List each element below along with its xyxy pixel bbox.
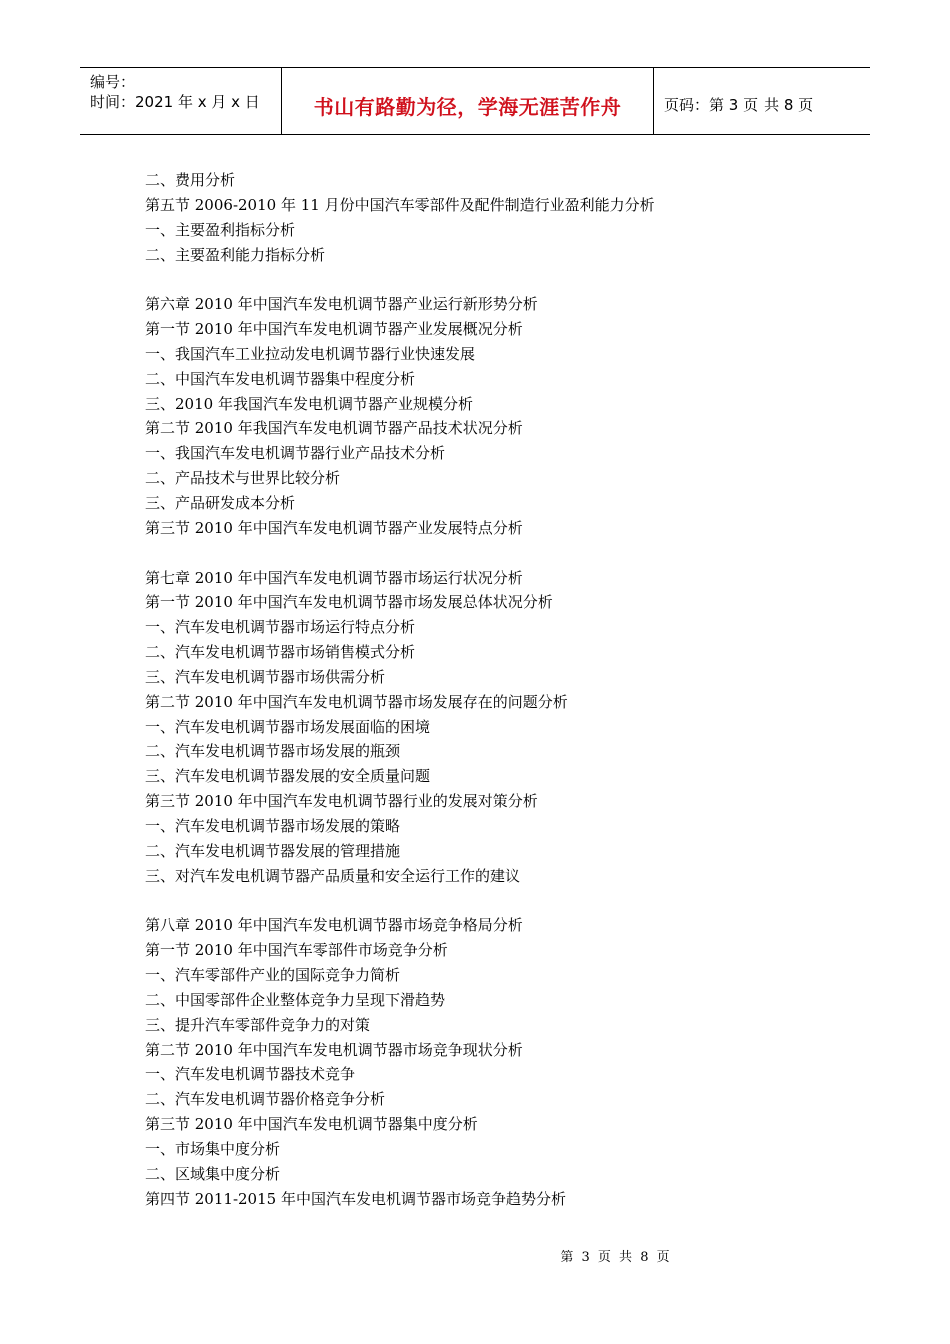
toc-entry: 二、汽车发电机调节器价格竞争分析 [145, 1090, 386, 1109]
toc-entry: 第三节 2010 年中国汽车发电机调节器行业的发展对策分析 [145, 792, 538, 811]
toc-entry: 三、产品研发成本分析 [145, 493, 296, 512]
toc-entry: 第二节 2010 年中国汽车发电机调节器市场发展存在的问题分析 [145, 692, 568, 711]
toc-entry: 三、汽车发电机调节器市场供需分析 [145, 667, 386, 686]
toc-entry: 第八章 2010 年中国汽车发电机调节器市场竞争格局分析 [145, 916, 523, 935]
toc-entry: 二、汽车发电机调节器市场发展的瓶颈 [145, 742, 401, 761]
toc-entry: 二、汽车发电机调节器发展的管理措施 [145, 841, 401, 860]
toc-entry: 一、汽车发电机调节器市场发展面临的困境 [145, 717, 431, 736]
code-label: 编号： [90, 73, 136, 91]
toc-entry: 二、中国汽车发电机调节器集中程度分析 [145, 369, 416, 388]
toc-entry: 第一节 2010 年中国汽车零部件市场竞争分析 [145, 941, 448, 960]
page-footer: 第 3 页 共 8 页 [560, 1250, 670, 1265]
time-label: 时间：2021 年 x 月 x 日 [90, 93, 260, 111]
toc-entry: 一、汽车零部件产业的国际竞争力简析 [145, 966, 401, 984]
toc-entry: 一、我国汽车工业拉动发电机调节器行业快速发展 [145, 344, 476, 363]
toc-entry: 第一节 2010 年中国汽车发电机调节器市场发展总体状况分析 [145, 593, 553, 612]
table-of-contents [145, 168, 845, 1211]
toc-entry: 第二节 2010 年中国汽车发电机调节器市场竞争现状分析 [145, 1040, 523, 1059]
page-header [80, 67, 870, 135]
toc-entry: 第五节 2006-2010 年 11 月份中国汽车零部件及配件制造行业盈利能力分析 [145, 195, 655, 214]
header-meta-cell [80, 68, 282, 134]
toc-entry: 一、我国汽车发电机调节器行业产品技术分析 [145, 444, 446, 463]
toc-entry: 三、提升汽车零部件竞争力的对策 [145, 1015, 371, 1034]
toc-entry: 三、对汽车发电机调节器产品质量和安全运行工作的建议 [145, 866, 521, 885]
toc-entry: 第六章 2010 年中国汽车发电机调节器产业运行新形势分析 [145, 295, 538, 314]
page-number-label: 页码：第 3 页 [664, 95, 759, 114]
toc-entry: 二、主要盈利能力指标分析 [145, 245, 326, 264]
toc-entry: 一、汽车发电机调节器技术竞争 [145, 1065, 356, 1084]
toc-entry: 第三节 2010 年中国汽车发电机调节器集中度分析 [145, 1115, 478, 1134]
toc-entry: 三、汽车发电机调节器发展的安全质量问题 [145, 767, 431, 786]
toc-entry: 一、主要盈利指标分析 [145, 220, 296, 239]
motto: 书山有路勤为径，学海无涯苦作舟 [313, 94, 622, 119]
toc-entry: 二、费用分析 [145, 171, 236, 189]
toc-entry: 第一节 2010 年中国汽车发电机调节器产业发展概况分析 [145, 320, 523, 339]
toc-entry: 第四节 2011-2015 年中国汽车发电机调节器市场竞争趋势分析 [145, 1189, 566, 1208]
toc-entry: 一、汽车发电机调节器市场运行特点分析 [145, 618, 416, 637]
toc-entry: 第三节 2010 年中国汽车发电机调节器产业发展特点分析 [145, 518, 523, 537]
toc-entry: 二、汽车发电机调节器市场销售模式分析 [145, 643, 416, 662]
toc-entry: 第二节 2010 年我国汽车发电机调节器产品技术状况分析 [145, 419, 523, 438]
header-page-cell [654, 68, 870, 134]
toc-entry: 一、市场集中度分析 [145, 1139, 281, 1158]
toc-entry: 二、区域集中度分析 [145, 1164, 281, 1183]
toc-entry: 二、产品技术与世界比较分析 [145, 469, 341, 488]
blank-line [145, 888, 845, 913]
toc-entry: 一、汽车发电机调节器市场发展的策略 [145, 816, 401, 835]
page-total-label: 共 8 页 [764, 95, 814, 114]
toc-entry: 第七章 2010 年中国汽车发电机调节器市场运行状况分析 [145, 568, 523, 587]
toc-entry: 二、中国零部件企业整体竞争力呈现下滑趋势 [145, 990, 446, 1009]
blank-line [145, 267, 845, 292]
header-motto-cell [282, 68, 654, 134]
toc-entry: 三、2010 年我国汽车发电机调节器产业规模分析 [145, 394, 473, 413]
blank-line [145, 541, 845, 566]
